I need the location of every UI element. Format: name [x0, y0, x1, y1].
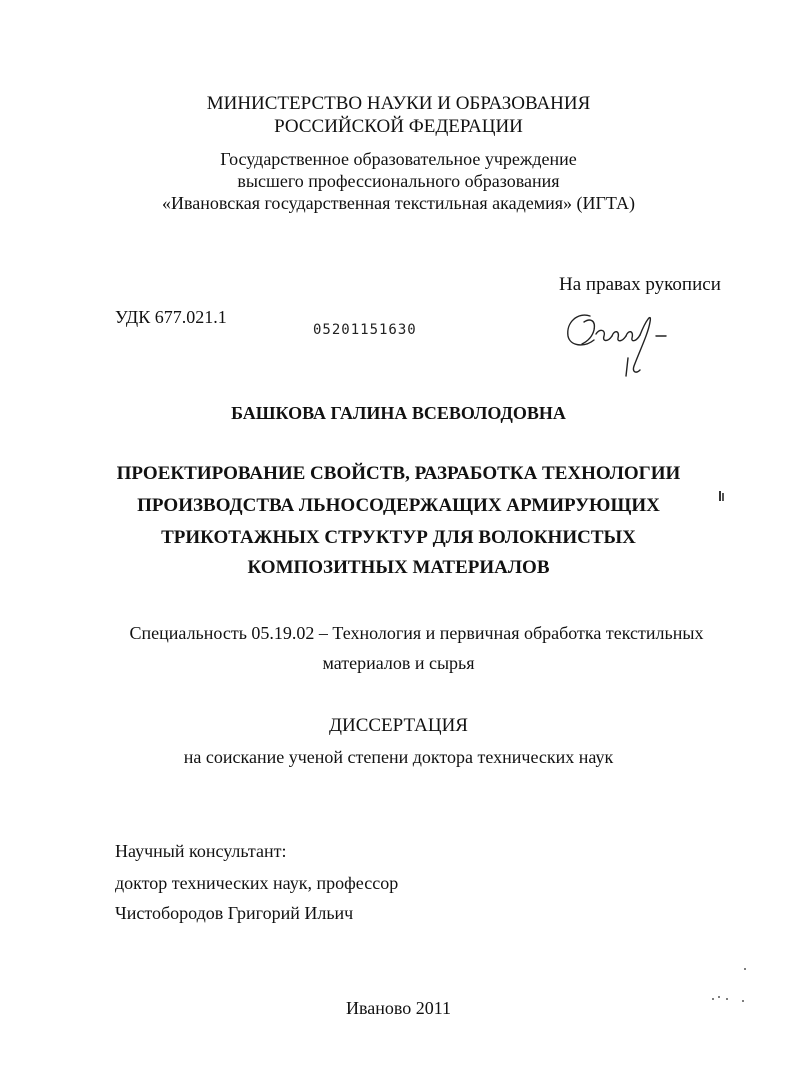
title-line-3: ТРИКОТАЖНЫХ СТРУКТУР ДЛЯ ВОЛОКНИСТЫХ [161, 527, 636, 548]
institution-line-2: высшего профессионального образования [237, 171, 560, 191]
degree-sought: на соискание ученой степени доктора технических наук [183, 747, 614, 767]
scan-mark-icon [717, 490, 727, 504]
consultant-degree: доктор технических наук, профессор [115, 873, 399, 893]
document-type: ДИССЕРТАЦИЯ [329, 715, 468, 736]
institution-line-1: Государственное образовательное учреждение [220, 149, 577, 169]
consultant-label: Научный консультант: [115, 841, 287, 861]
udk-code: УДК 677.021.1 [115, 307, 227, 327]
author-name: БАШКОВА ГАЛИНА ВСЕВОЛОДОВНА [231, 403, 566, 423]
title-line-4: КОМПОЗИТНЫХ МАТЕРИАЛОВ [247, 557, 550, 578]
ministry-line-1: МИНИСТЕРСТВО НАУКИ И ОБРАЗОВАНИЯ [206, 93, 591, 114]
handwritten-signature [560, 300, 690, 385]
registration-number: 05201151630 [313, 322, 417, 338]
title-line-2: ПРОИЗВОДСТВА ЛЬНОСОДЕРЖАЩИХ АРМИРУЮЩИХ [137, 495, 660, 516]
title-line-1: ПРОЕКТИРОВАНИЕ СВОЙСТВ, РАЗРАБОТКА ТЕХНОЛОГИИ [116, 463, 681, 484]
ministry-line-2: РОССИЙСКОЙ ФЕДЕРАЦИИ [274, 116, 523, 137]
institution-line-3: «Ивановская государственная текстильная академия» (ИГТА) [161, 193, 636, 213]
specialty-line-2: материалов и сырья [322, 653, 475, 673]
consultant-name: Чистобородов Григорий Ильич [115, 903, 354, 923]
specialty-line-1: Специальность 05.19.02 – Технология и первичная обработка текстильных [129, 623, 704, 643]
city-year: Иваново 2011 [345, 998, 452, 1018]
manuscript-note: На правах рукописи [559, 274, 721, 295]
